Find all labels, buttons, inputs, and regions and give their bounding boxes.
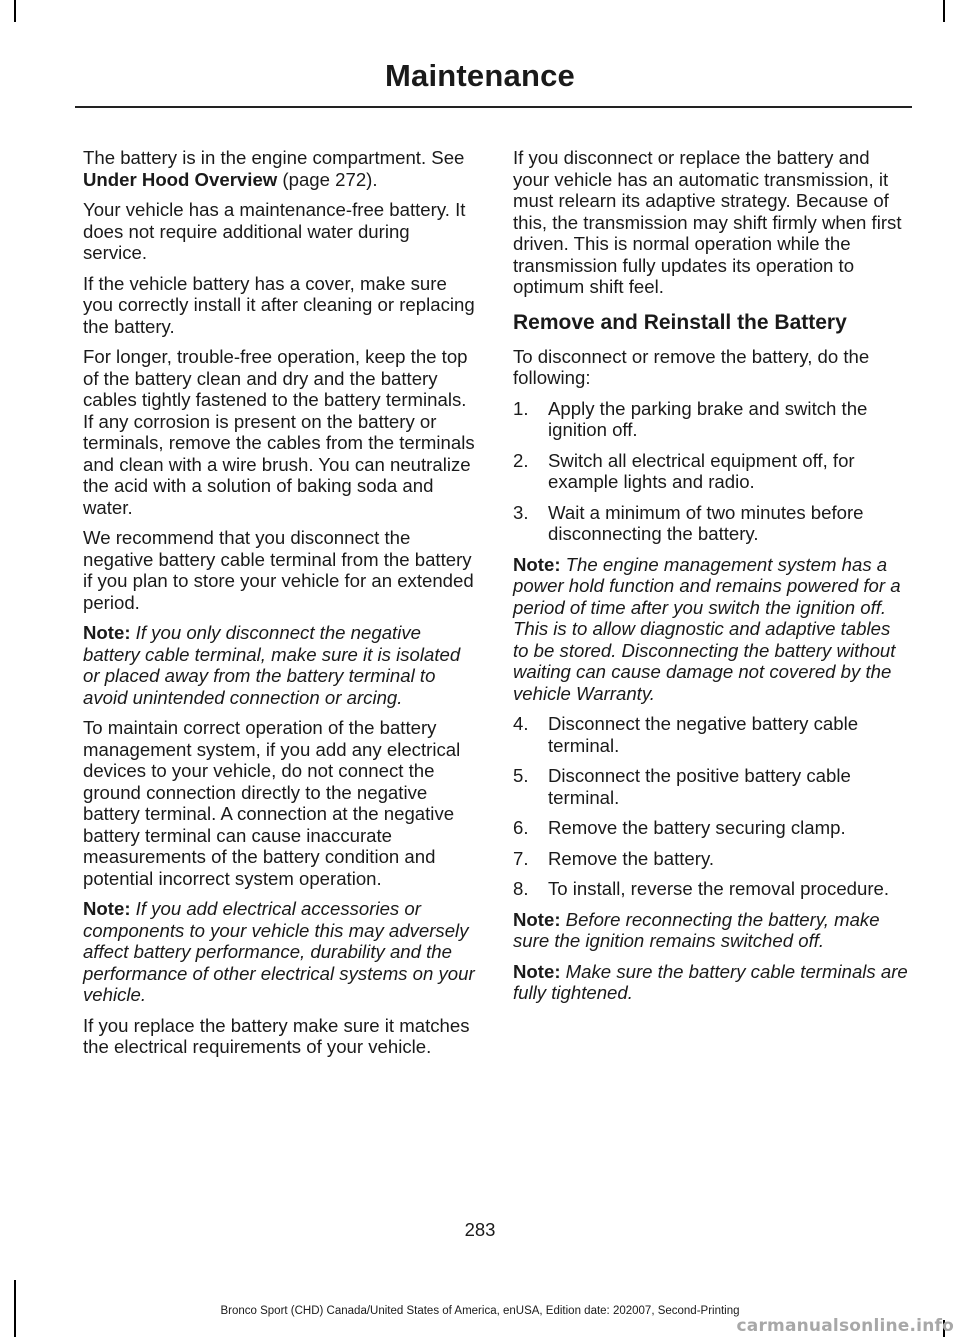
step-number: 1. xyxy=(513,397,529,419)
watermark: carmanualsonline.info xyxy=(736,1316,954,1336)
step-text: Remove the battery securing clamp. xyxy=(548,817,846,838)
step-text: To install, reverse the removal procedure. xyxy=(548,878,890,899)
page-title: Maintenance xyxy=(385,58,575,93)
note-accessories: Note: If you add electrical accessories or components to your vehicle this may adversely affect battery performance, durability and the performance of other electrical systems on your vehicle. xyxy=(83,898,475,1005)
list-item xyxy=(513,878,910,900)
under-hood-overview-link[interactable]: Under Hood Overview xyxy=(83,168,278,190)
list-item xyxy=(513,450,910,493)
paragraph-maintenance-free: Your vehicle has a maintenance-free battery. It does not require additional water during service. xyxy=(83,199,466,263)
footer-edition: Bronco Sport (CHD) Canada/United States of America, enUSA, Edition date: 202007, Second-Printing xyxy=(220,1305,740,1317)
header-divider xyxy=(75,106,912,108)
list-item xyxy=(513,817,910,839)
steps-list-b xyxy=(513,713,910,900)
paragraph-intro-steps: To disconnect or remove the battery, do the following: xyxy=(513,345,870,388)
step-text: Disconnect the negative battery cable terminal. xyxy=(548,713,859,756)
step-text: Apply the parking brake and switch the ignition off. xyxy=(548,397,868,440)
paragraph-battery-management: To maintain correct operation of the battery management system, if you add any electrical devices to your vehicle, do not connect the ground connection directly to the negative battery terminal. A connection at the negative battery terminal can cause inaccurate measurements of the battery condition and potential incorrect system operation. xyxy=(83,717,461,889)
paragraph-battery-location: The battery is in the engine compartment. See Under Hood Overview (page 272). xyxy=(83,147,465,190)
section-heading: Remove and Reinstall the Battery xyxy=(513,310,847,334)
step-number: 2. xyxy=(513,449,529,471)
page-number: 283 xyxy=(464,1219,496,1240)
step-number: 4. xyxy=(513,713,529,734)
paragraph-battery-cover: If the vehicle battery has a cover, make sure you correctly install it after cleaning or replacing the battery. xyxy=(83,272,475,337)
note-terminals-tightened: Note: Make sure the battery cable terminals are fully tightened. xyxy=(513,960,908,1003)
list-item xyxy=(513,502,910,545)
list-item xyxy=(513,713,910,756)
note-power-hold: Note: The engine management system has a power hold function and remains powered for a period of time after you switch the ignition off. This is to allow diagnostic and adaptive tables to be stored. Disconnecting the battery without waiting can cause damage not covered by the vehicle Warranty. xyxy=(513,553,901,704)
list-item xyxy=(513,765,910,808)
paragraph-transmission-relearn: If you disconnect or replace the battery and your vehicle has an automatic transmission, it must relearn its adaptive strategy. Because of this, the transmission may shift firmly when first driven. This is normal operation while the transmission fully updates its operation to optimum shift feel. xyxy=(513,147,902,297)
step-number: 7. xyxy=(513,847,529,869)
paragraph-replacement: If you replace the battery make sure it matches the electrical requirements of your vehicle. xyxy=(83,1014,470,1057)
list-item xyxy=(513,848,910,870)
paragraph-storage: We recommend that you disconnect the negative battery cable terminal from the battery if you plan to store your vehicle for an extended period. xyxy=(83,527,474,613)
list-item xyxy=(513,398,910,441)
paragraph-cleaning: For longer, trouble-free operation, keep the top of the battery clean and dry and the battery cables tightly fastened to the battery terminals. If any corrosion is present on the battery or terminals, remove the cables from the terminals and clean with a wire brush. You can neutralize the acid with a solution of baking soda and water. xyxy=(83,346,475,518)
crop-mark-top-right xyxy=(943,0,945,22)
step-text: Switch all electrical equipment off, for example lights and radio. xyxy=(548,449,855,492)
step-number: 8. xyxy=(513,878,529,899)
crop-mark-top-left xyxy=(14,0,16,22)
step-number: 3. xyxy=(513,501,529,523)
note-ignition-off: Note: Before reconnecting the battery, make sure the ignition remains switched off. xyxy=(513,908,880,951)
step-number: 6. xyxy=(513,817,529,838)
left-column xyxy=(83,147,478,1067)
step-text: Disconnect the positive battery cable terminal. xyxy=(548,765,851,808)
step-number: 5. xyxy=(513,765,529,786)
note-negative-cable: Note: If you only disconnect the negative battery cable terminal, make sure it is isolated or placed away from the battery terminal to avoid unintended connection or arcing. xyxy=(83,622,461,708)
right-column xyxy=(513,147,910,1013)
step-text: Wait a minimum of two minutes before disconnecting the battery. xyxy=(548,501,864,544)
step-text: Remove the battery. xyxy=(548,847,715,869)
steps-list-a xyxy=(513,398,910,545)
